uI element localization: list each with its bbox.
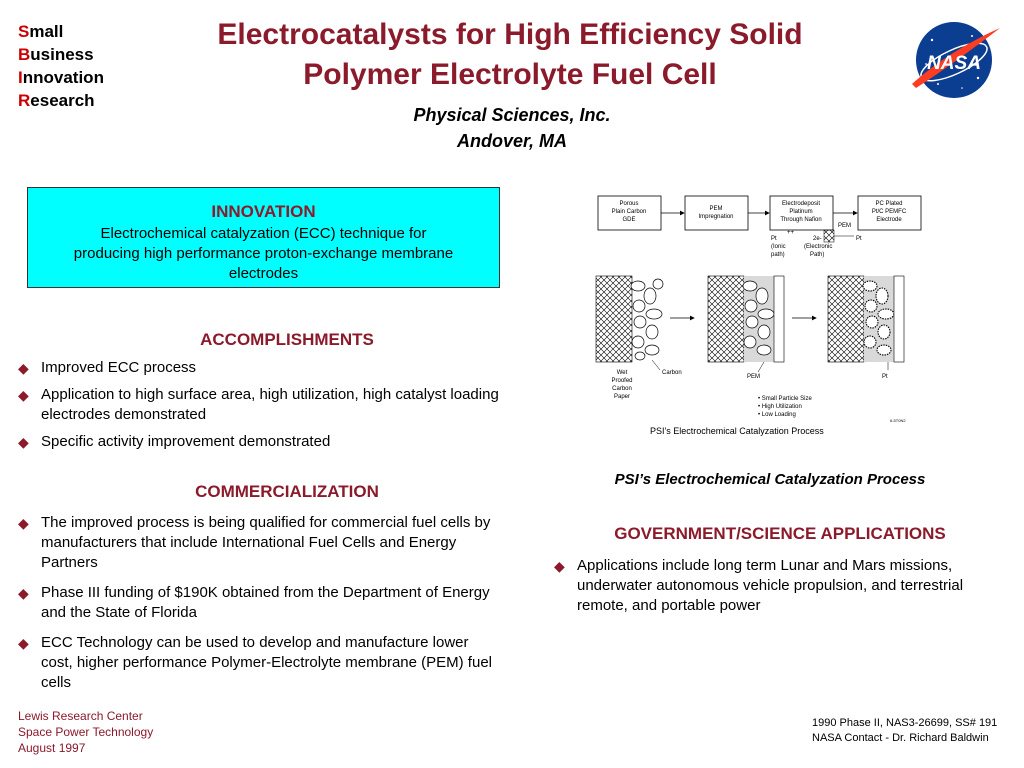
sbir-line: Business (18, 45, 94, 64)
footer-center-name: Lewis Research Center (18, 709, 143, 723)
nasa-meatball-logo-icon (904, 14, 1004, 104)
list-item: ◆ Applications include long term Lunar and Mars missions, underwater autonomous vehicle propulsion, and terrestrial remote, and portable power (554, 557, 964, 614)
svg-text:Porous: Porous (619, 201, 639, 207)
list-item: ◆ Specific activity improvement demonstrated (18, 433, 331, 450)
sbir-line: Small (18, 22, 64, 41)
accomplishments-heading: ACCOMPLISHMENTS (200, 330, 374, 349)
list-item: ◆ Phase III funding of $190K obtained from the Department of Energy and the State of Florida (18, 584, 490, 621)
diamond-bullet-icon: ◆ (554, 558, 565, 574)
flow-box-pem (685, 196, 748, 230)
svg-text:• Small Particle Size: • Small Particle Size (758, 396, 812, 402)
diamond-bullet-icon: ◆ (18, 515, 29, 531)
diamond-bullet-icon: ◆ (18, 434, 29, 450)
diamond-bullet-icon: ◆ (18, 387, 29, 403)
svg-text:• Low Loading: • Low Loading (758, 412, 796, 418)
svg-text:Pt: Pt (771, 236, 777, 242)
svg-text:PEM: PEM (747, 374, 761, 380)
svg-text:Pt/C PEMFC: Pt/C PEMFC (871, 209, 907, 215)
svg-text:PEM: PEM (838, 223, 852, 229)
company-block (300, 102, 724, 154)
svg-text:PEM: PEM (709, 206, 723, 212)
sbir-line: Innovation (18, 68, 104, 87)
page-title (150, 15, 870, 95)
flow-box-pc-plated (858, 196, 921, 230)
diamond-bullet-icon: ◆ (18, 585, 29, 601)
government-applications-list (554, 556, 994, 616)
svg-text:2e-: 2e- (813, 236, 822, 242)
svg-text:(Ionic: (Ionic (771, 244, 786, 250)
innovation-box (27, 187, 500, 288)
svg-text:GDE: GDE (622, 217, 636, 223)
svg-text:Through Nafion: Through Nafion (780, 217, 822, 223)
svg-text:++: ++ (787, 230, 795, 236)
footer-program: Space Power Technology (18, 725, 154, 739)
svg-text:Electrode: Electrode (876, 217, 902, 223)
svg-text:Pt: Pt (882, 374, 888, 380)
commercialization-heading: COMMERCIALIZATION (195, 482, 379, 501)
list-item: ◆ The improved process is being qualified for commercial fuel cells by manufacturers that include International Fuel Cells and Energy Partners (18, 514, 491, 571)
title-line-1: Electrocatalysts for High Efficiency Solid (217, 18, 803, 51)
diamond-bullet-icon: ◆ (18, 360, 29, 376)
flow-box-gde (598, 196, 661, 230)
footer-right (812, 716, 997, 746)
innovation-text: Electrochemical catalyzation (ECC) technique for producing high performance proton-exchange membrane electrodes (73, 225, 454, 282)
svg-text:path): path) (771, 252, 785, 258)
sbir-line: Research (18, 91, 95, 110)
svg-text:Paper: Paper (613, 394, 631, 400)
svg-text:Carbon: Carbon (662, 370, 682, 376)
svg-text:Electrodeposit: Electrodeposit (781, 201, 821, 207)
svg-text:(Electronic: (Electronic (804, 244, 833, 250)
footer-contact: NASA Contact - Dr. Richard Baldwin (812, 732, 989, 744)
nasa-logo-text: NASA (927, 53, 981, 74)
footer-contract: 1990 Phase II, NAS3-26699, SS# 191 (812, 717, 998, 729)
svg-text:Proofed: Proofed (611, 378, 633, 384)
panel-wet-proofed (596, 276, 663, 362)
innovation-heading: INNOVATION (211, 202, 316, 221)
svg-text:Wet: Wet (616, 370, 628, 376)
panel-pem-impregnated (708, 276, 784, 362)
list-item: ◆ Application to high surface area, high utilization, high catalyst loading electrodes demonstrated (18, 386, 499, 423)
svg-text:Path): Path) (810, 252, 825, 258)
sbir-label (18, 20, 104, 112)
commercialization-list (18, 513, 503, 693)
company-location: Andover, MA (456, 131, 567, 151)
diamond-bullet-icon: ◆ (18, 635, 29, 651)
accomplishments-list (18, 358, 508, 452)
title-line-2: Polymer Electrolyte Fuel Cell (303, 58, 717, 91)
svg-text:Pt: Pt (856, 236, 862, 242)
diagram-inner-caption: PSI's Electrochemical Catalyzation Process (650, 426, 824, 436)
footer-date: August 1997 (18, 741, 86, 755)
government-applications-heading: GOVERNMENT/SCIENCE APPLICATIONS (614, 524, 946, 543)
flow-box-electrodeposit (770, 196, 833, 230)
svg-text:Carbon: Carbon (612, 386, 632, 392)
svg-text:Platinum: Platinum (789, 209, 813, 215)
svg-text:PC Plated: PC Plated (875, 201, 903, 207)
svg-text:6-5T0N2: 6-5T0N2 (890, 418, 906, 423)
svg-text:Impregnation: Impregnation (698, 214, 734, 220)
svg-text:• High Utilization: • High Utilization (758, 404, 802, 410)
company-name: Physical Sciences, Inc. (413, 105, 611, 125)
diagram-caption: PSI’s Electrochemical Catalyzation Process (614, 471, 926, 488)
ecc-process-diagram (592, 190, 922, 440)
list-item: ◆ Improved ECC process (18, 359, 197, 376)
footer-left (18, 708, 153, 756)
panel-pt-plated (828, 276, 904, 362)
list-item: ◆ ECC Technology can be used to develop and manufacture lower cost, higher performance Polymer-Electrolyte membrane (PEM) fuel cells (18, 634, 492, 691)
svg-text:Plain Carbon: Plain Carbon (611, 209, 647, 215)
